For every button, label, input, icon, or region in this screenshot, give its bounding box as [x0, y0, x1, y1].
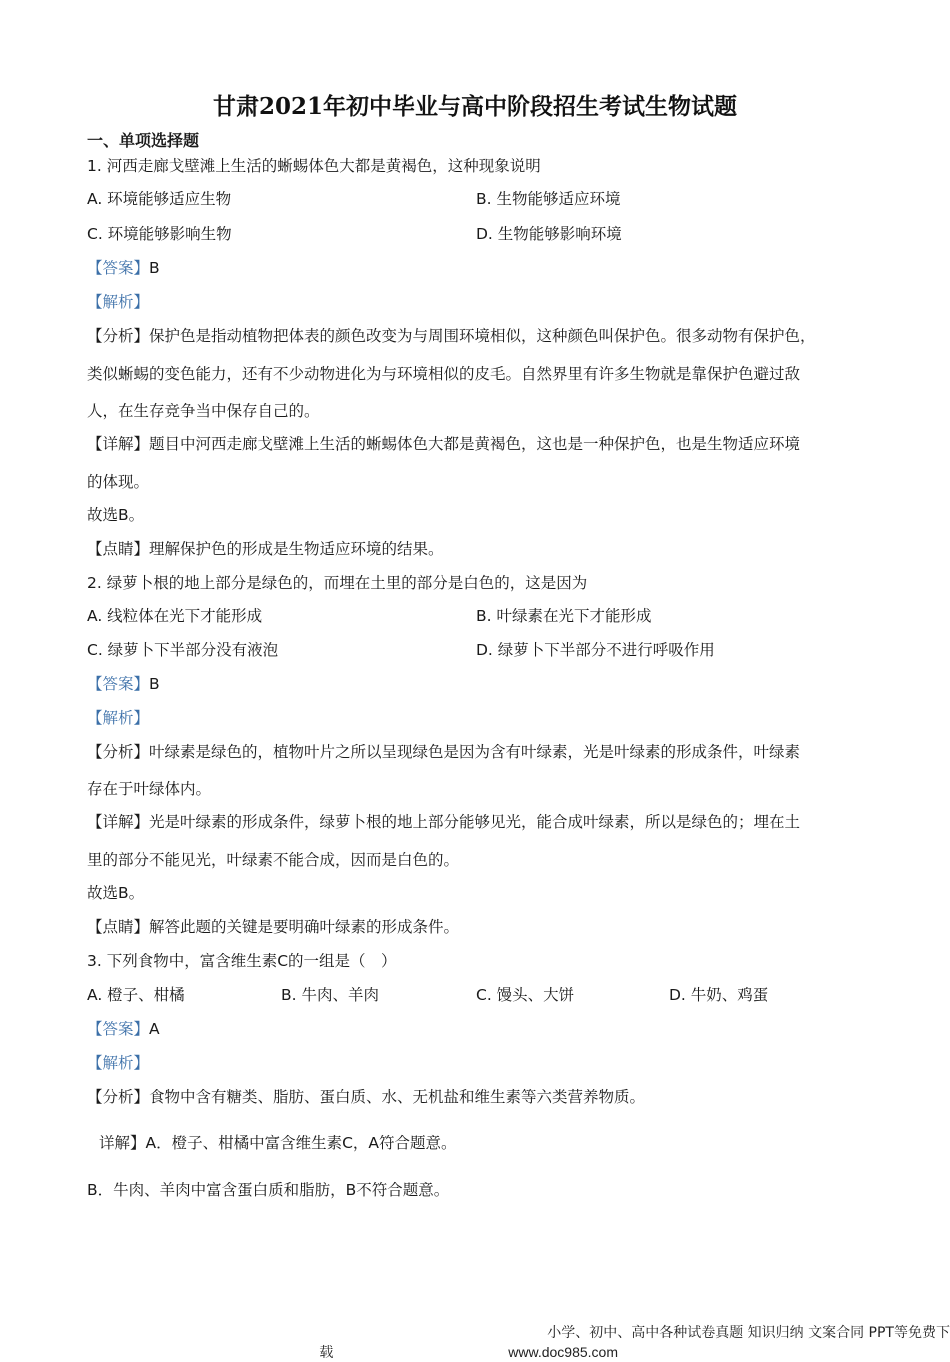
q1-xiangjie-1 [87, 434, 800, 454]
footer-text [319, 1325, 950, 1361]
fenxi-text: 食物中含有糖类、脂肪、蛋白质、水、无机盐和维生素等六类营养物质。 [149, 1088, 646, 1106]
q3-option-a: A. 橙子、柑橘 [87, 986, 185, 1004]
q2-fenxi-1 [87, 742, 800, 762]
q2-option-d: D. 绿萝卜下半部分不进行呼吸作用 [476, 641, 715, 659]
page-footer [0, 1322, 950, 1362]
xiangjie-tag: 【详解】 [87, 813, 150, 831]
answer-value: B [149, 259, 160, 277]
q1-option-d: D. 生物能够影响环境 [476, 225, 622, 243]
q3-answer [87, 1019, 160, 1039]
q1-stem: 1. 河西走廊戈壁滩上生活的蜥蜴体色大都是黄褐色，这种现象说明 [87, 157, 541, 175]
answer-tag: 【答案】 [87, 259, 150, 277]
fenxi-text: 保护色是指动植物把体表的颜色改变为与周围环境相似，这种颜色叫保护色。很多动物有保护色， [149, 327, 816, 345]
footer-url[interactable]: www.doc985.com [508, 1344, 618, 1360]
q2-jiexi-tag: 【解析】 [87, 709, 150, 727]
q2-xiangjie-2: 里的部分不能见光，叶绿素不能合成，因而是白色的。 [87, 851, 460, 869]
fenxi-tag: 【分析】 [87, 1088, 150, 1106]
answer-value: A [149, 1020, 160, 1038]
xiangjie-text: 光是叶绿素的形成条件，绿萝卜根的地上部分能够见光，能合成叶绿素，所以是绿色的；埋在土 [149, 813, 801, 831]
footer-promo: 小学、初中、高中各种试卷真题 知识归纳 文案合同 PPT等免费下载 [319, 1325, 950, 1361]
q2-dianjing [87, 917, 459, 937]
q2-guxuan: 故选B。 [87, 884, 145, 902]
q3-fenxi-1 [87, 1087, 645, 1107]
page-title: 甘肃2021年初中毕业与高中阶段招生考试生物试题 [212, 93, 737, 120]
answer-tag: 【答案】 [87, 1020, 150, 1038]
q3-option-b: B. 牛肉、羊肉 [281, 986, 379, 1004]
q3-xiangjie-2: B．牛肉、羊肉中富含蛋白质和脂肪，B不符合题意。 [87, 1181, 450, 1199]
q3-option-d: D. 牛奶、鸡蛋 [669, 986, 769, 1004]
fenxi-text: 叶绿素是绿色的，植物叶片之所以呈现绿色是因为含有叶绿素，光是叶绿素的形成条件，叶绿素 [149, 743, 801, 761]
dianjing-tag: 【点睛】 [87, 918, 150, 936]
dianjing-text: 理解保护色的形成是生物适应环境的结果。 [149, 540, 444, 558]
q3-jiexi-tag: 【解析】 [87, 1054, 150, 1072]
q1-option-c: C. 环境能够影响生物 [87, 225, 232, 243]
xiangjie-text: 题目中河西走廊戈壁滩上生活的蜥蜴体色大都是黄褐色，这也是一种保护色，也是生物适应环境 [149, 435, 801, 453]
q1-answer [87, 258, 160, 278]
answer-tag: 【答案】 [87, 675, 150, 693]
answer-value: B [149, 675, 160, 693]
q1-guxuan: 故选B。 [87, 506, 145, 524]
q2-xiangjie-1 [87, 812, 800, 832]
q2-option-a: A. 线粒体在光下才能形成 [87, 607, 263, 625]
q2-option-b: B. 叶绿素在光下才能形成 [476, 607, 652, 625]
q3-stem: 3. 下列食物中，富含维生素C的一组是（ ） [87, 952, 397, 970]
q1-dianjing [87, 539, 444, 559]
q1-fenxi-1 [87, 326, 816, 346]
xiangjie-tag: 【详解】 [87, 435, 150, 453]
dianjing-text: 解答此题的关键是要明确叶绿素的形成条件。 [149, 918, 460, 936]
q3-option-c: C. 馒头、大饼 [476, 986, 575, 1004]
fenxi-tag: 【分析】 [87, 743, 150, 761]
q1-option-b: B. 生物能够适应环境 [476, 190, 621, 208]
q1-fenxi-3: 人，在生存竞争当中保存自己的。 [87, 402, 320, 420]
q1-xiangjie-2: 的体现。 [87, 473, 150, 491]
q2-option-c: C. 绿萝卜下半部分没有液泡 [87, 641, 279, 659]
q3-xiangjie-1: 详解】A．橙子、柑橘中富含维生素C，A符合题意。 [99, 1134, 457, 1152]
q1-fenxi-2: 类似蜥蜴的变色能力，还有不少动物进化为与环境相似的皮毛。自然界里有许多生物就是靠保护色避过敌 [87, 365, 801, 383]
section-heading: 一、单项选择题 [87, 131, 200, 150]
q1-option-a: A. 环境能够适应生物 [87, 190, 232, 208]
q2-answer [87, 674, 160, 694]
q2-fenxi-2: 存在于叶绿体内。 [87, 780, 212, 798]
dianjing-tag: 【点睛】 [87, 540, 150, 558]
fenxi-tag: 【分析】 [87, 327, 150, 345]
q2-stem: 2. 绿萝卜根的地上部分是绿色的，而埋在土里的部分是白色的，这是因为 [87, 574, 588, 592]
q1-jiexi-tag: 【解析】 [87, 293, 150, 311]
